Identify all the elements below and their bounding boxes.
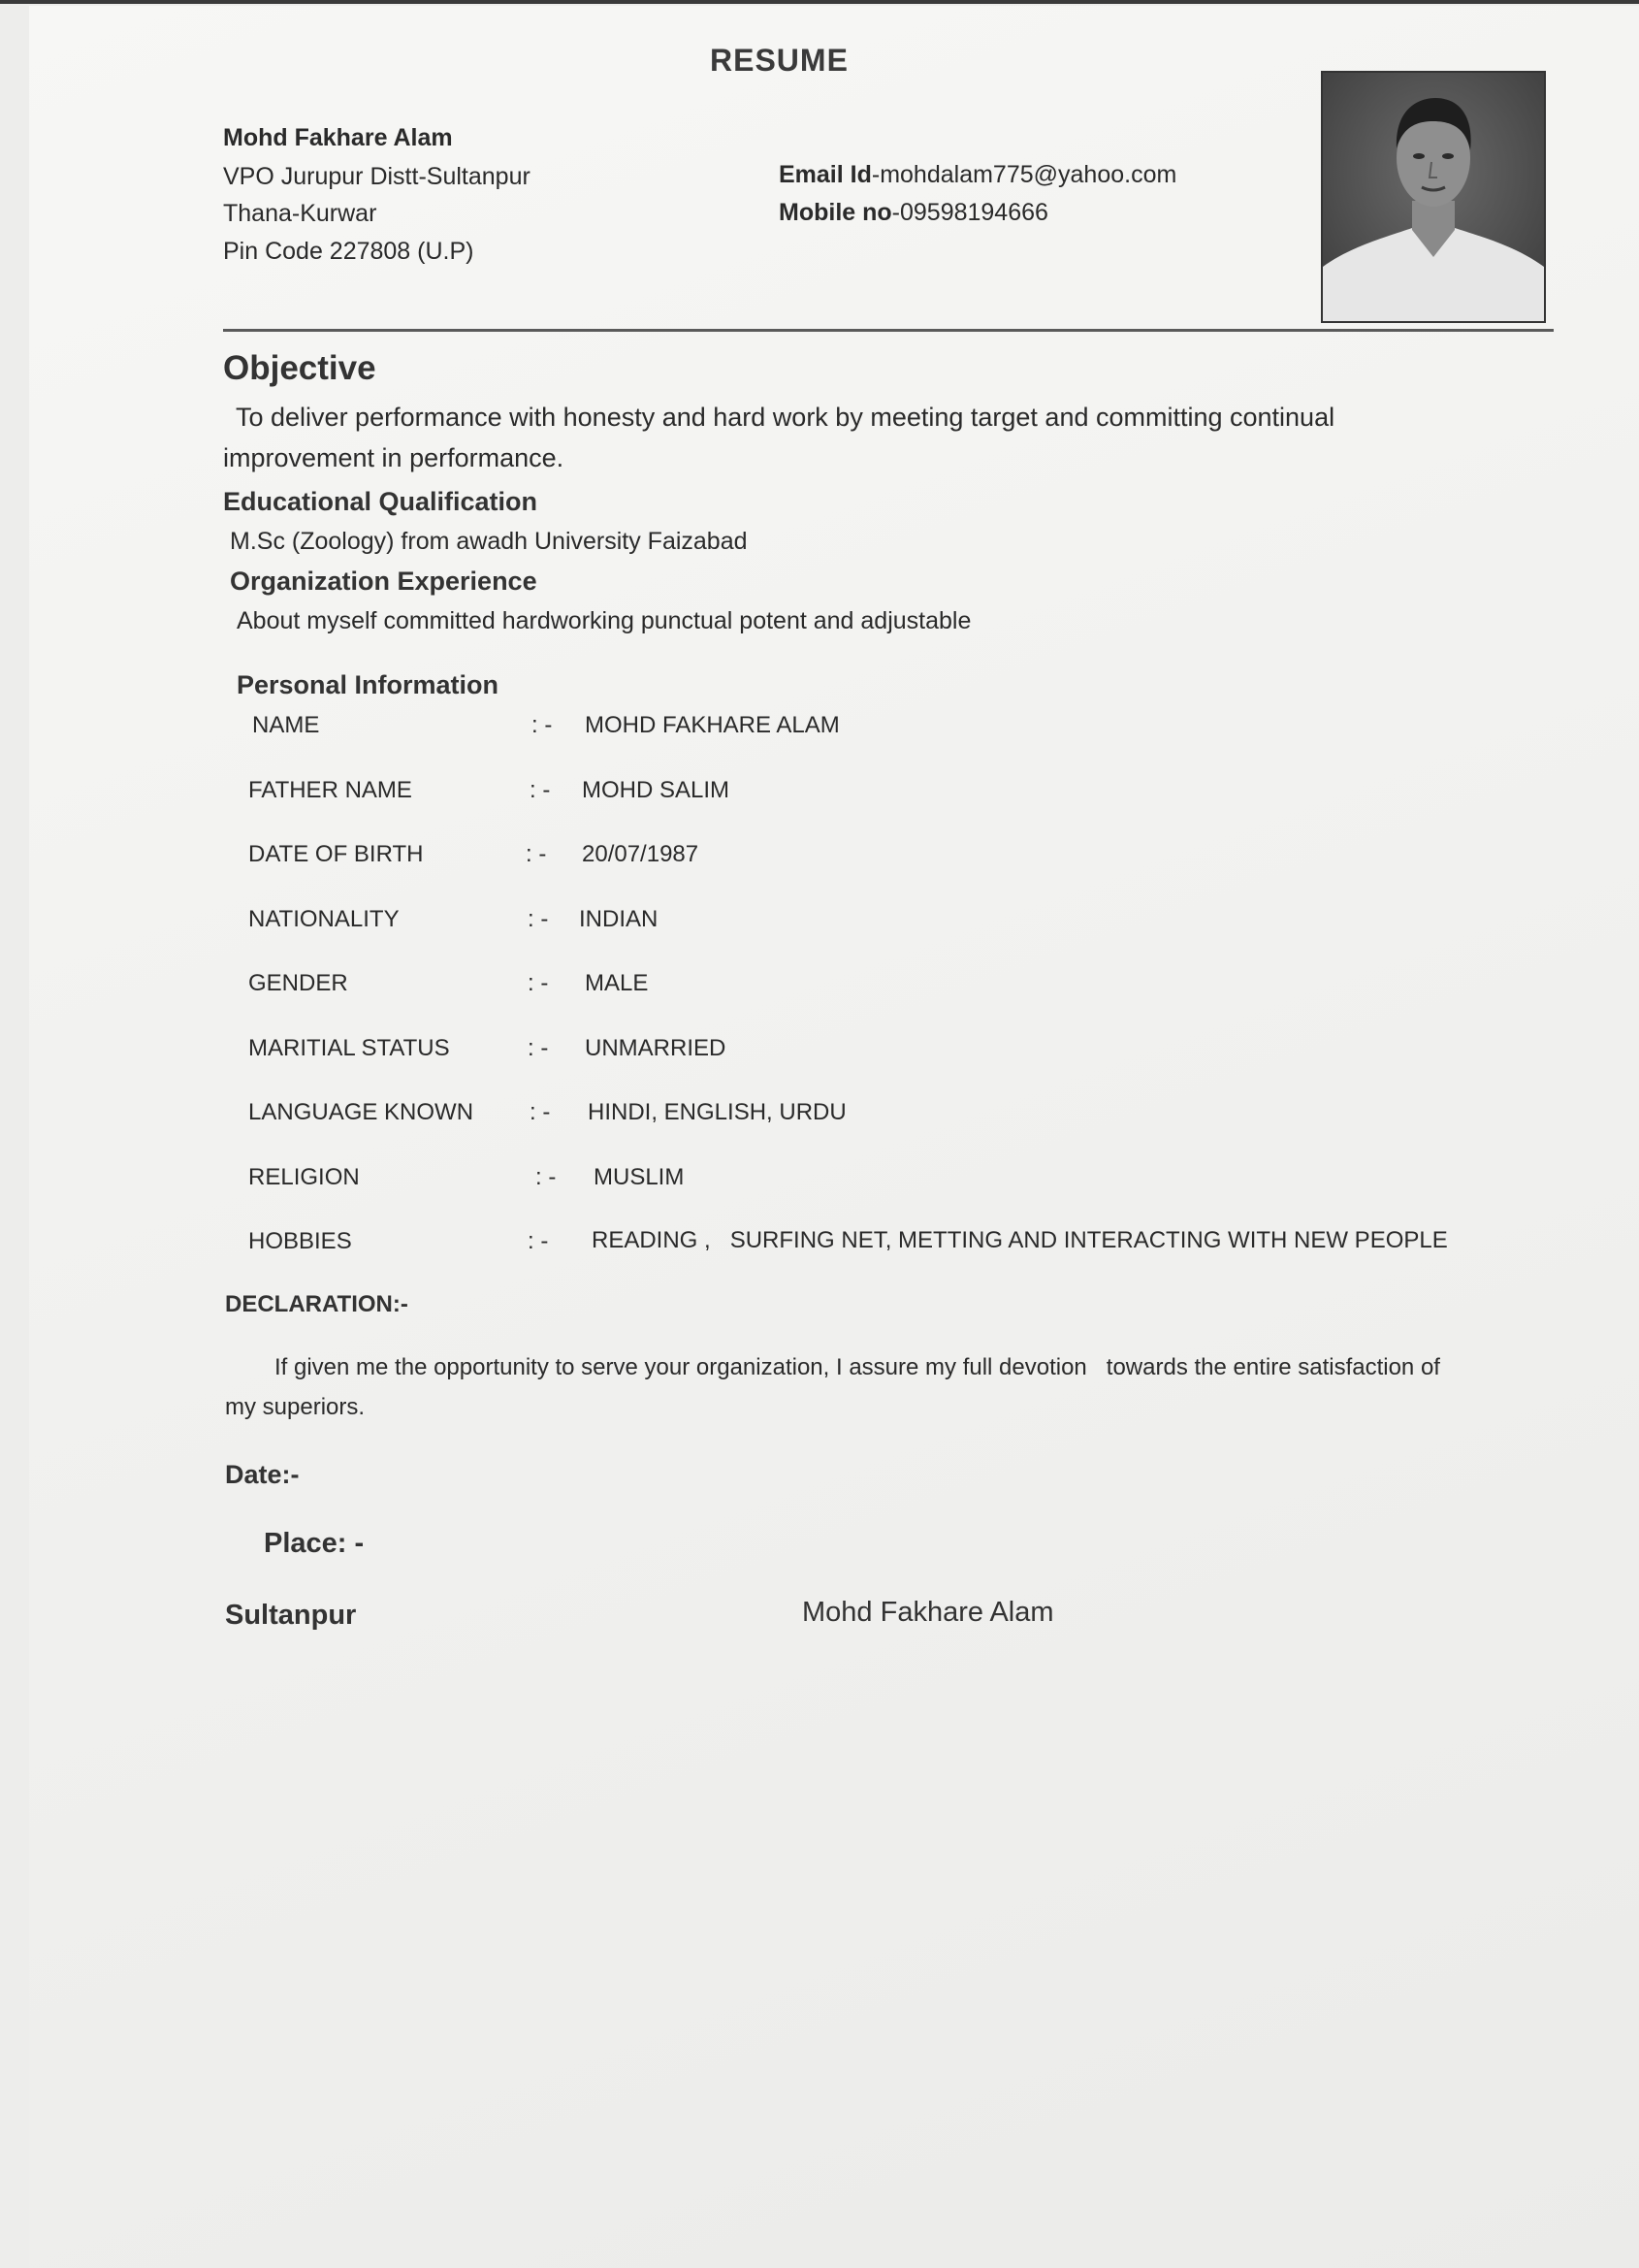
page-title: RESUME xyxy=(710,43,849,78)
applicant-photo xyxy=(1321,71,1546,323)
personal-sep-hobbies: : - xyxy=(528,1228,549,1254)
personal-label-dob: DATE OF BIRTH xyxy=(248,841,424,867)
email-line xyxy=(779,161,1176,189)
education-text: M.Sc (Zoology) from awadh University Faizabad xyxy=(230,528,748,555)
objective-line-2: improvement in performance. xyxy=(223,443,564,472)
header-divider xyxy=(223,329,1554,332)
personal-heading: Personal Information xyxy=(237,670,499,699)
personal-sep-religion: : - xyxy=(535,1164,557,1190)
personal-sep-father: : - xyxy=(530,777,551,803)
experience-heading: Organization Experience xyxy=(230,567,537,596)
personal-value-language: HINDI, ENGLISH, URDU xyxy=(588,1099,847,1125)
personal-sep-name: : - xyxy=(531,712,553,738)
signature-name: Mohd Fakhare Alam xyxy=(802,1597,1054,1628)
declaration-heading: DECLARATION:- xyxy=(225,1291,408,1317)
personal-value-dob: 20/07/1987 xyxy=(582,841,699,867)
mobile-line xyxy=(779,199,1048,227)
personal-sep-language: : - xyxy=(530,1099,551,1125)
personal-value-hobbies: READING , SURFING NET, METTING AND INTERACTING WITH NEW PEOPLE xyxy=(592,1227,1448,1253)
personal-label-name: NAME xyxy=(252,712,320,738)
email-label: Email Id xyxy=(779,161,872,188)
personal-label-marital: MARITIAL STATUS xyxy=(248,1035,450,1061)
personal-sep-marital: : - xyxy=(528,1035,549,1061)
education-heading: Educational Qualification xyxy=(223,487,538,516)
scan-top-edge xyxy=(0,0,1639,4)
personal-value-religion: MUSLIM xyxy=(594,1164,685,1190)
personal-value-marital: UNMARRIED xyxy=(585,1035,726,1061)
portrait-image xyxy=(1323,73,1544,321)
applicant-name: Mohd Fakhare Alam xyxy=(223,124,453,151)
personal-sep-nationality: : - xyxy=(528,906,549,932)
resume-page xyxy=(29,6,1639,2268)
mobile-label: Mobile no xyxy=(779,199,892,226)
declaration-line-2: my superiors. xyxy=(225,1394,366,1420)
personal-value-nationality: INDIAN xyxy=(579,906,659,932)
personal-label-nationality: NATIONALITY xyxy=(248,906,400,932)
personal-value-father: MOHD SALIM xyxy=(582,777,730,803)
personal-label-language: LANGUAGE KNOWN xyxy=(248,1099,474,1125)
declaration-line-1: If given me the opportunity to serve your organization, I assure my full devotion towards the entire satisfaction of xyxy=(274,1354,1440,1380)
personal-label-gender: GENDER xyxy=(248,970,348,996)
place-value: Sultanpur xyxy=(225,1600,357,1631)
address-line-3: Pin Code 227808 (U.P) xyxy=(223,238,474,265)
address-line-2: Thana-Kurwar xyxy=(223,200,377,227)
personal-label-father: FATHER NAME xyxy=(248,777,412,803)
personal-value-gender: MALE xyxy=(585,970,649,996)
personal-label-religion: RELIGION xyxy=(248,1164,360,1190)
date-label: Date:- xyxy=(225,1460,300,1489)
place-label: Place: - xyxy=(264,1528,365,1559)
personal-value-name: MOHD FAKHARE ALAM xyxy=(585,712,840,738)
personal-sep-gender: : - xyxy=(528,970,549,996)
objective-heading: Objective xyxy=(223,349,376,387)
personal-label-hobbies: HOBBIES xyxy=(248,1228,352,1254)
experience-text: About myself committed hardworking punctual potent and adjustable xyxy=(237,607,972,634)
objective-line-1: To deliver performance with honesty and hard work by meeting target and committing continual xyxy=(236,403,1335,432)
mobile-value: -09598194666 xyxy=(891,199,1048,226)
email-value: -mohdalam775@yahoo.com xyxy=(871,161,1177,188)
personal-sep-dob: : - xyxy=(526,841,547,867)
address-line-1: VPO Jurupur Distt-Sultanpur xyxy=(223,163,530,190)
